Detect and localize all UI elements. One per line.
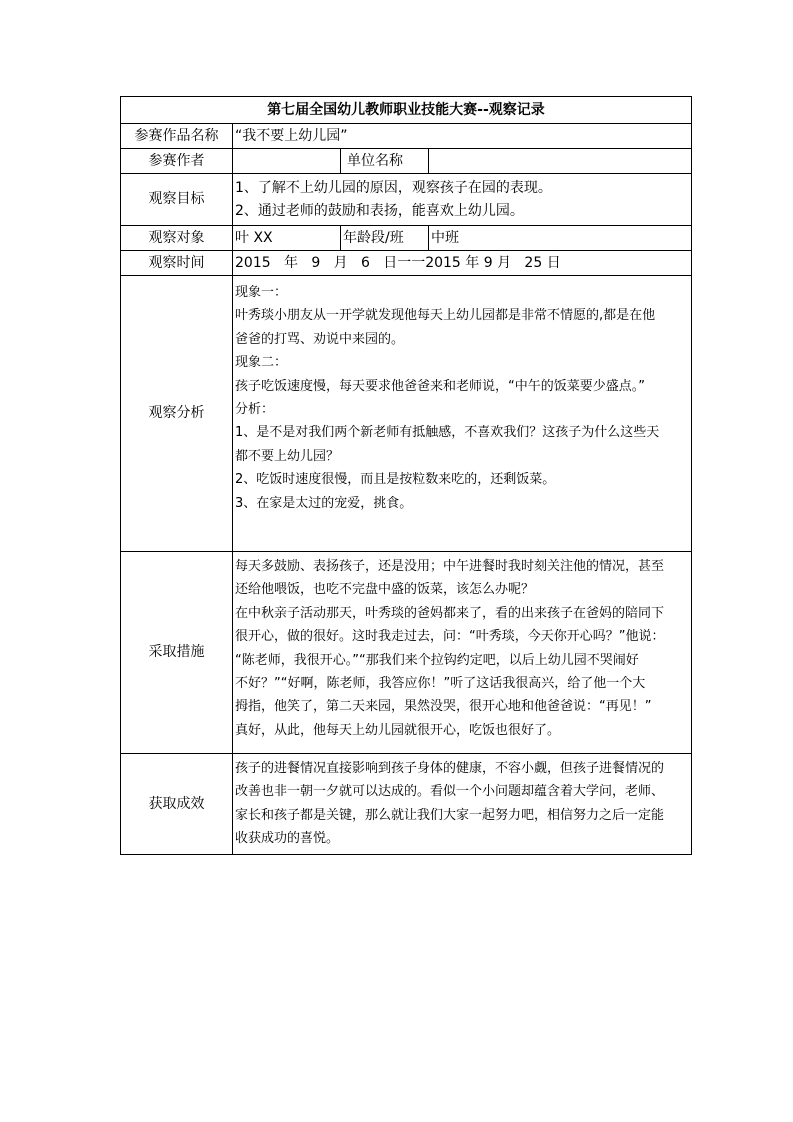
analysis-content <box>233 276 692 552</box>
goal-line: 1、了解不上幼儿园的原因，观察孩子在园的表现。 <box>235 179 552 196</box>
analysis-label: 观察分析 <box>121 276 233 552</box>
analysis-line: 叶秀琰小朋友从一开学就发现他每天上幼儿园都是非常不情愿的,都是在他 <box>235 308 656 324</box>
unit-name-label: 单位名称 <box>341 149 429 174</box>
unit-name-value <box>429 149 692 174</box>
measures-line: 不好？”“好啊，陈老师，我答应你！”听了这话我很高兴，给了他一个大 <box>235 676 646 692</box>
measures-line: 很开心，做的很好。这时我走过去，问：“叶秀琰，今天你开心吗？”他说： <box>235 629 665 645</box>
result-line: 改善也非一朝一夕就可以达成的。看似一个小问题却蕴含着大学问，老师、 <box>235 784 665 800</box>
time-value: 2015 年 9 月 6 日一一2015 年 9 月 25 日 <box>233 251 692 276</box>
analysis-line: 都不要上幼儿园？ <box>235 448 340 464</box>
subject-label: 观察对象 <box>121 226 233 251</box>
author-label: 参赛作者 <box>121 149 233 174</box>
record-table <box>120 96 692 855</box>
analysis-line: 1、是不是对我们两个新老师有抵触感，不喜欢我们？这孩子为什么这些天 <box>235 425 660 441</box>
analysis-line: 3、在家是太过的宠爱，挑食。 <box>235 495 413 511</box>
work-name-value: “我不要上幼儿园” <box>233 124 692 149</box>
goal-label: 观察目标 <box>121 174 233 226</box>
age-group-label: 年龄段/班 <box>341 226 429 251</box>
analysis-line: 2、吃饭时速度很慢，而且是按粒数来吃的，还剩饭菜。 <box>235 472 556 488</box>
time-label: 观察时间 <box>121 251 233 276</box>
measures-label: 采取措施 <box>121 552 233 754</box>
measures-content <box>233 552 692 754</box>
author-value <box>233 149 341 174</box>
analysis-line: 分析： <box>235 402 275 418</box>
subject-value: 叶 XX <box>233 226 341 251</box>
measures-line: 每天多鼓励、表扬孩子，还是没用；中午进餐时我时刻关注他的情况，甚至 <box>235 559 665 574</box>
analysis-line: 现象二： <box>235 355 288 371</box>
result-line: 收获成功的喜悦。 <box>235 831 340 847</box>
result-label: 获取成效 <box>121 754 233 855</box>
measures-line: “陈老师，我很开心。”“那我们来个拉钩约定吧，以后上幼儿园不哭闹好 <box>235 652 639 668</box>
measures-line: 拇指，他笑了，第二天来园，果然没哭，很开心地和他爸爸说：“再见！” <box>235 699 652 715</box>
analysis-line: 现象一： <box>235 285 288 300</box>
result-line: 孩子的进餐情况直接影响到孩子身体的健康，不容小觑，但孩子进餐情况的 <box>235 761 665 776</box>
measures-line: 真好，从此，他每天上幼儿园就很开心，吃饭也很好了。 <box>235 722 561 738</box>
age-group-value: 中班 <box>429 226 692 251</box>
measures-line: 还给他喂饭，也吃不完盘中盛的饭菜，该怎么办呢？ <box>235 582 535 598</box>
form-title: 第七届全国幼儿教师职业技能大赛--观察记录 <box>121 97 692 124</box>
result-content <box>233 754 692 855</box>
result-line: 家长和孩子都是关键，那么就让我们大家一起努力吧，相信努力之后一定能 <box>235 807 665 823</box>
observation-record-form <box>120 96 691 855</box>
goal-line: 2、通过老师的鼓励和表扬，能喜欢上幼儿园。 <box>235 202 524 219</box>
measures-line: 在中秋亲子活动那天，叶秀琰的爸妈都来了，看的出来孩子在爸妈的陪同下 <box>235 605 665 621</box>
analysis-line: 孩子吃饭速度慢，每天要求他爸爸来和老师说，“中午的饭菜要少盛点。” <box>235 378 645 394</box>
analysis-line: 爸爸的打骂、劝说中来园的。 <box>235 331 405 347</box>
work-name-label: 参赛作品名称 <box>121 124 233 149</box>
goal-content <box>233 174 692 226</box>
